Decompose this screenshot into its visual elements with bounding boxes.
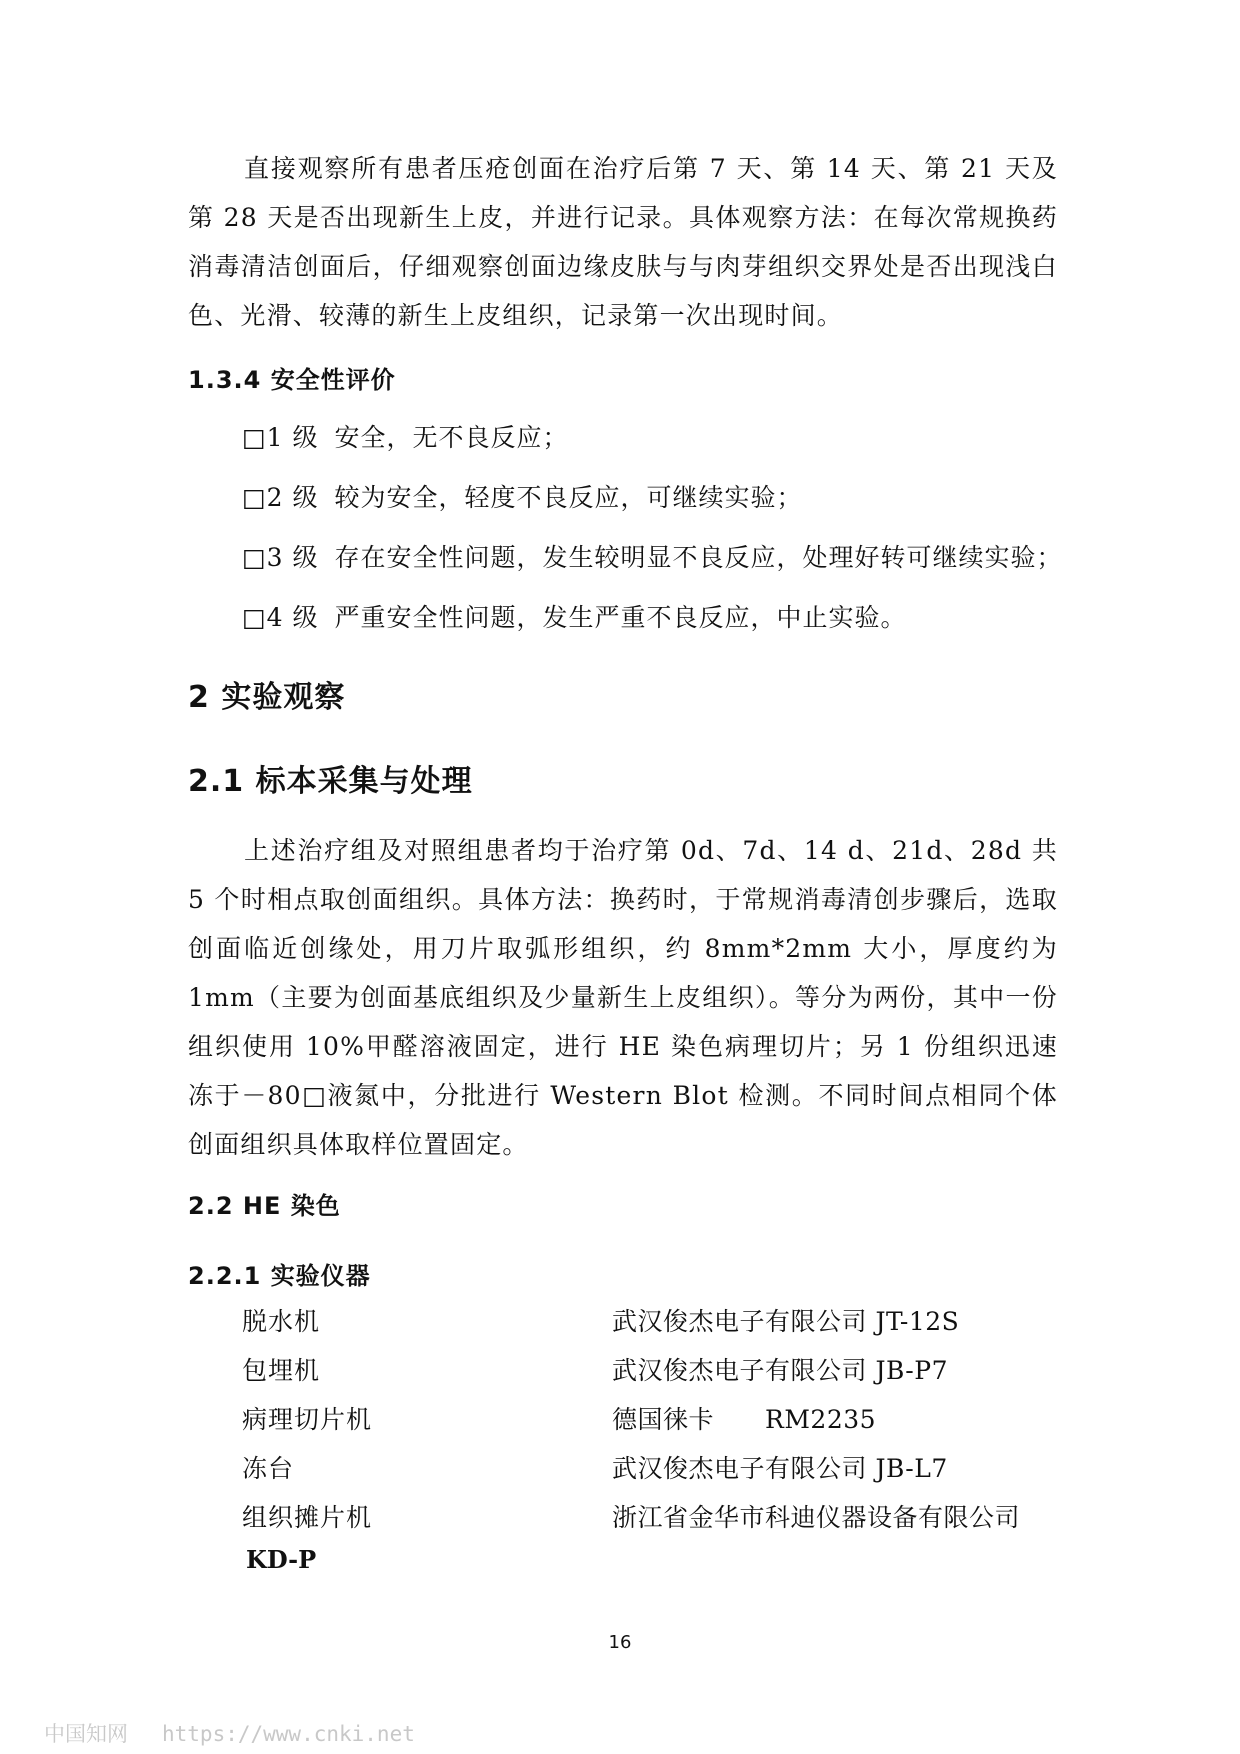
- equipment-name: 冻台: [242, 1454, 295, 1483]
- equipment-name: 组织摊片机: [242, 1503, 373, 1532]
- equipment-maker: 浙江省金华市科迪仪器设备有限公司: [612, 1503, 1021, 1532]
- equipment-name: 包埋机: [242, 1356, 321, 1385]
- cnki-watermark: [44, 1718, 415, 1748]
- grade-text: 严重安全性问题，发生严重不良反应，中止实验。: [334, 603, 907, 632]
- equipment-row: [242, 1449, 1062, 1489]
- heading-2-2: 2.2 HE 染色: [188, 1192, 341, 1220]
- heading-2-2-1: 2.2.1 实验仪器: [188, 1262, 371, 1290]
- equipment-model-continuation: KD-P: [246, 1545, 317, 1574]
- safety-grade-1: [242, 418, 569, 454]
- equipment-name: 脱水机: [242, 1307, 321, 1336]
- paragraph-epithelium-observation: 直接观察所有患者压疮创面在治疗后第 7 天、第 14 天、第 21 天及第 28 天是否出现新生上皮，并进行记录。具体观察方法：在每次常规换药消毒清洁创面后，仔细观察创面边缘皮肤与与肉芽组织交界处是否出现浅白色、光滑、较薄的新生上皮组织，记录第一次出现时间。: [188, 154, 1058, 330]
- grade-level: □1 级: [242, 423, 319, 452]
- grade-text: 较为安全，轻度不良反应，可继续实验；: [334, 483, 803, 512]
- grade-text: 存在安全性问题，发生较明显不良反应，处理好转可继续实验；: [334, 543, 1063, 572]
- grade-level: □3 级: [242, 543, 319, 572]
- watermark-brand: 中国知网: [44, 1722, 128, 1746]
- safety-grade-3: [242, 538, 1063, 574]
- grade-text: 安全，无不良反应；: [334, 423, 569, 452]
- watermark-url: https://www.cnki.net: [162, 1722, 415, 1746]
- heading-1-3-4: 1.3.4 安全性评价: [188, 366, 396, 394]
- equipment-maker: 武汉俊杰电子有限公司 JB-L7: [612, 1454, 948, 1483]
- equipment-row: [242, 1351, 1062, 1391]
- heading-2-1: 2.1 标本采集与处理: [188, 764, 473, 799]
- equipment-row: [242, 1302, 1062, 1342]
- equipment-maker: 武汉俊杰电子有限公司 JT-12S: [612, 1307, 960, 1336]
- equipment-name: 病理切片机: [242, 1405, 373, 1434]
- safety-grade-4: [242, 598, 907, 634]
- equipment-maker: 武汉俊杰电子有限公司 JB-P7: [612, 1356, 948, 1385]
- paragraph-specimen-collection: 上述治疗组及对照组患者均于治疗第 0d、7d、14 d、21d、28d 共 5 个时相点取创面组织。具体方法：换药时，于常规消毒清创步骤后，选取创面临近创缘处，用刀片取弧形组织，约 8mm*2mm 大小，厚度约为 1mm（主要为创面基底组织及少量新生上皮组织）。等分为两份，其中一份组织使用 10%甲醛溶液固定，进行 HE 染色病理切片；另 1 份组织迅速冻于－80□液氮中，分批进行 Western Blot 检测。不同时间点相同个体创面组织具体取样位置固定。: [188, 836, 1058, 1159]
- heading-2: 2 实验观察: [188, 680, 346, 715]
- grade-level: □2 级: [242, 483, 319, 512]
- equipment-maker: 德国徕卡 RM2235: [612, 1405, 877, 1434]
- equipment-row: [242, 1400, 1062, 1440]
- equipment-row: [242, 1498, 1062, 1538]
- safety-grade-2: [242, 478, 803, 514]
- page-number: 16: [608, 1632, 632, 1653]
- grade-level: □4 级: [242, 603, 319, 632]
